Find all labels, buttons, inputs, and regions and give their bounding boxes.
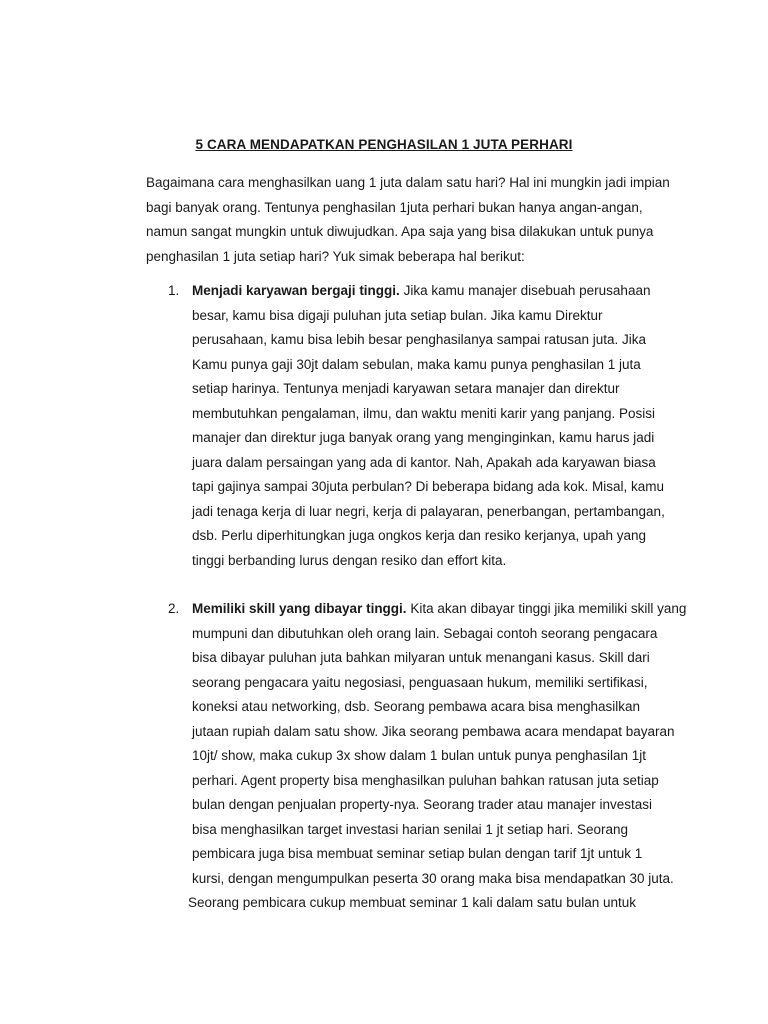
list-item-line: mumpuni dan dibutuhkan oleh orang lain. Sebagai contoh seorang pengacara <box>192 625 658 641</box>
list-item-line: pembicara juga bisa membuat seminar setiap bulan dengan tarif 1jt untuk 1 <box>192 846 643 861</box>
list-item-line: Kamu punya gaji 30jt dalam sebulan, maka kamu punya penghasilan 1 juta <box>192 356 641 372</box>
list-item-2 <box>146 597 687 916</box>
list-item-line: tapi gajinya sampai 30juta perbulan? Di beberapa bidang ada kok. Misal, kamu <box>192 479 665 494</box>
intro-paragraph <box>146 171 670 269</box>
list-number: 2. <box>168 601 180 616</box>
list-item-first-rest: Jika kamu manajer disebuah perusahaan <box>399 283 651 298</box>
list-item-1 <box>146 279 666 573</box>
list-item-first-line <box>192 597 687 622</box>
list-item-line: bisa menghasilkan target investasi harian senilai 1 jt setiap hari. Seorang <box>192 821 629 837</box>
list-item-line: jutaan rupiah dalam satu show. Jika seorang pembawa acara mendapat bayaran <box>192 723 675 739</box>
list-item-line: perusahaan, kamu bisa lebih besar penghasilanya sampai ratusan juta. Jika <box>192 332 647 347</box>
intro-line: namun sangat mungkin untuk diwujudkan. Apa saja yang bisa dilakukan untuk punya <box>146 224 654 239</box>
list-item-line: bisa dibayar puluhan juta bahkan milyaran untuk menangani kasus. Skill dari <box>192 650 650 665</box>
list-item-body <box>188 597 687 916</box>
list-item-line: membutuhkan pengalaman, ilmu, dan waktu meniti karir yang panjang. Posisi <box>192 405 656 421</box>
intro-line: penghasilan 1 juta setiap hari? Yuk simak beberapa hal berikut: <box>146 248 525 264</box>
list-item-first-rest: Kita akan dibayar tinggi jika memiliki skill yang <box>406 601 687 616</box>
list-item-line: dsb. Perlu diperhitungkan juga ongkos kerja dan resiko kerjanya, upah yang <box>192 528 647 543</box>
list-item-line: kursi, dengan mengumpulkan peserta 30 orang maka bisa mendapatkan 30 juta. <box>192 870 674 886</box>
list-item-line: besar, kamu bisa digaji puluhan juta setiap bulan. Jika kamu Direktur <box>192 307 603 323</box>
intro-line: bagi banyak orang. Tentunya penghasilan 1juta perhari bukan hanya angan-angan, <box>146 199 643 215</box>
list-item-line: tinggi berbanding lurus dengan resiko dan effort kita. <box>192 552 507 568</box>
list-item-line: 10jt/ show, maka cukup 3x show dalam 1 bulan untuk punya penghasilan 1jt <box>192 748 647 763</box>
list-item-first-line <box>192 279 666 304</box>
list-item-line: setiap harinya. Tentunya menjadi karyawan setara manajer dan direktur <box>192 381 620 396</box>
list-item-line: bulan dengan penjualan property-nya. Seorang trader atau manajer investasi <box>192 797 653 812</box>
document-title: 5 CARA MENDAPATKAN PENGHASILAN 1 JUTA PERHARI <box>195 137 573 152</box>
list-item-lead: Menjadi karyawan bergaji tinggi. <box>192 283 400 298</box>
list-item-line: jadi tenaga kerja di luar negri, kerja di palayaran, penerbangan, pertambangan, <box>192 503 665 519</box>
list-item-line: Seorang pembicara cukup membuat seminar 1 kali dalam satu bulan untuk <box>188 895 636 910</box>
list-item-body <box>192 279 666 573</box>
list-item-line: seorang pengacara yaitu negosiasi, penguasaan hukum, memiliki sertifikasi, <box>192 674 648 690</box>
list-item-line: juara dalam persaingan yang ada di kantor. Nah, Apakah ada karyawan biasa <box>192 454 656 470</box>
list-item-lead: Memiliki skill yang dibayar tinggi. <box>192 601 407 616</box>
list-item-line: perhari. Agent property bisa menghasilkan puluhan bahkan ratusan juta setiap <box>192 772 659 788</box>
list-number: 1. <box>168 283 180 298</box>
intro-line: Bagaimana cara menghasilkan uang 1 juta dalam satu hari? Hal ini mungkin jadi impian <box>146 175 670 190</box>
list-item-line: manajer dan direktur juga banyak orang yang menginginkan, kamu harus jadi <box>192 430 655 445</box>
list-item-line: koneksi atau networking, dsb. Seorang pembawa acara bisa menghasilkan <box>192 699 641 714</box>
